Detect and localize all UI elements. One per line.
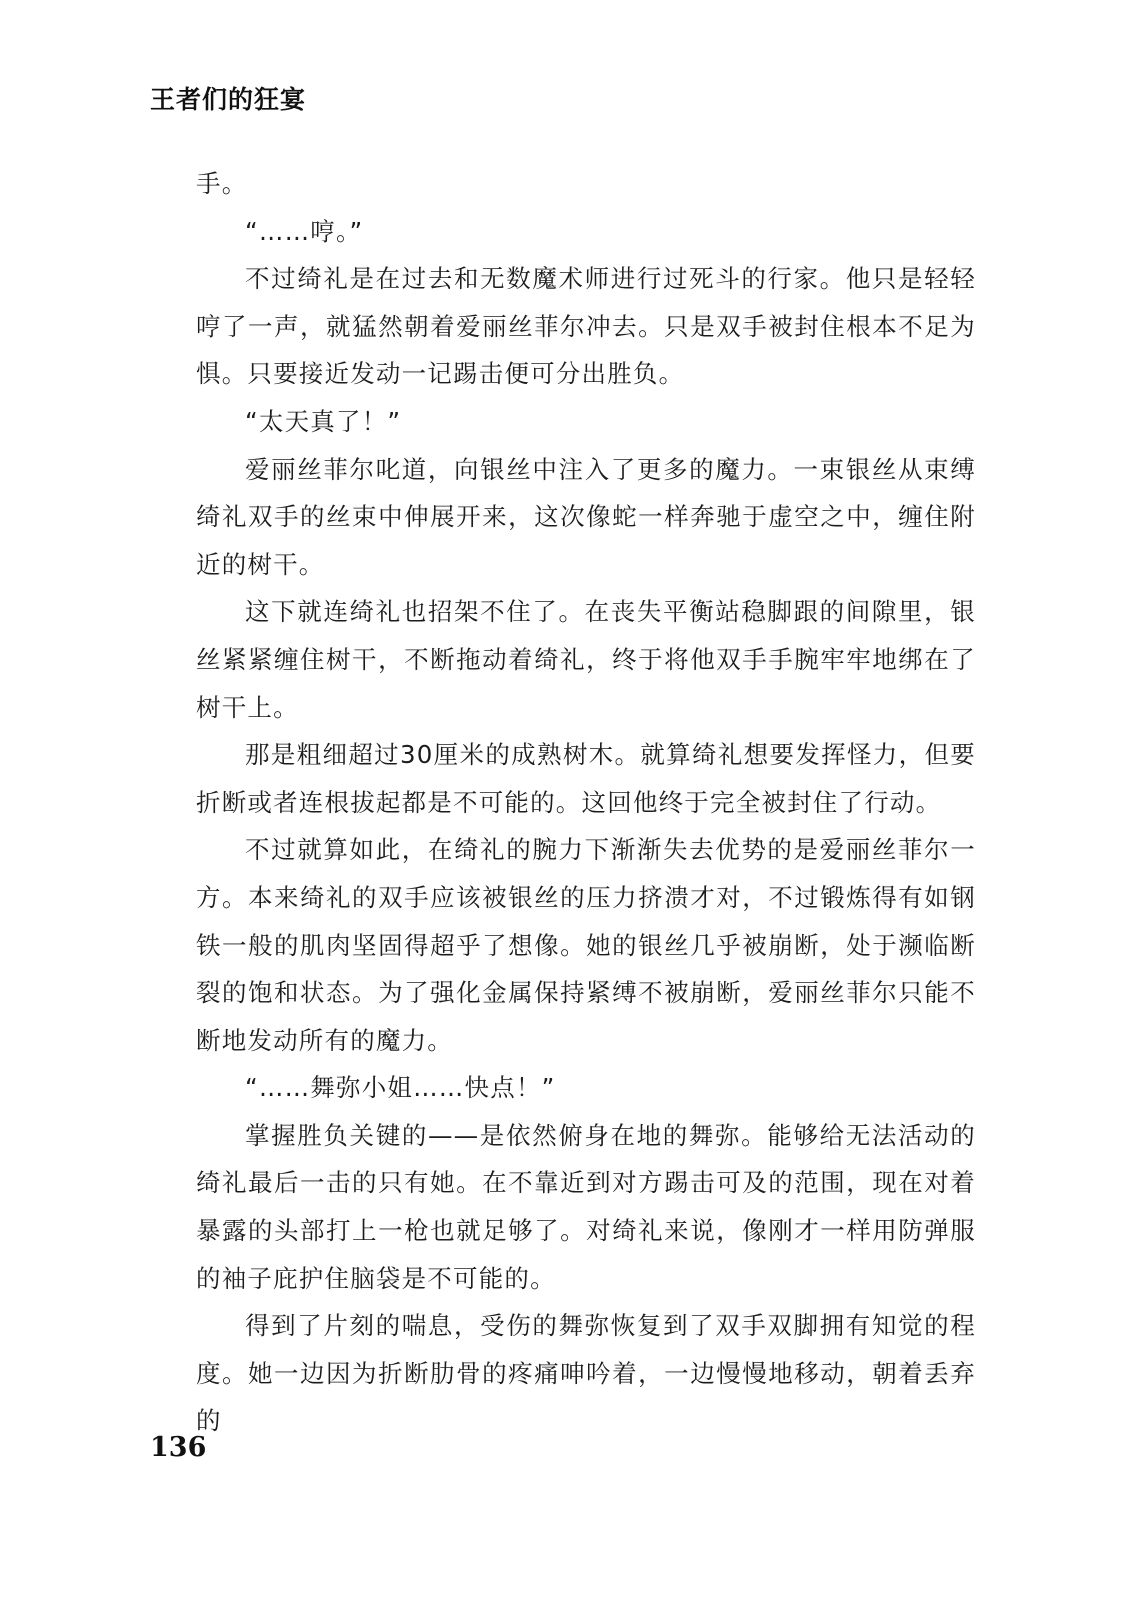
paragraph: 那是粗细超过30厘米的成熟树木。就算绮礼想要发挥怪力，但要折断或者连根拔起都是不可能的。这回他终于完全被封住了行动。	[196, 740, 976, 817]
paragraph: “太天真了！”	[245, 406, 402, 436]
paragraph: “……哼。”	[245, 216, 364, 246]
paragraph: 不过绮礼是在过去和无数魔术师进行过死斗的行家。他只是轻轻哼了一声，就猛然朝着爱丽丝菲尔冲去。只是双手被封住根本不足为惧。只要接近发动一记踢击便可分出胜负。	[196, 264, 976, 389]
page-number: 136	[150, 1432, 207, 1463]
paragraph: 得到了片刻的喘息，受伤的舞弥恢复到了双手双脚拥有知觉的程度。她一边因为折断肋骨的疼痛呻吟着，一边慢慢地移动，朝着丢弃的	[196, 1311, 976, 1436]
paragraph: 手。	[196, 169, 248, 198]
paragraph: 爱丽丝菲尔叱道，向银丝中注入了更多的魔力。一束银丝从束缚绮礼双手的丝束中伸展开来，这次像蛇一样奔驰于虚空之中，缠住附近的树干。	[196, 454, 976, 579]
paragraph: 掌握胜负关键的——是依然俯身在地的舞弥。能够给无法活动的绮礼最后一击的只有她。在不靠近到对方踢击可及的范围，现在对着暴露的头部打上一枪也就足够了。对绮礼来说，像刚才一样用防弹服的袖子庇护住脑袋是不可能的。	[196, 1120, 976, 1293]
paragraph: “……舞弥小姐……快点！”	[245, 1073, 556, 1103]
paragraph: 不过就算如此，在绮礼的腕力下渐渐失去优势的是爱丽丝菲尔一方。本来绮礼的双手应该被银丝的压力挤溃才对，不过锻炼得有如钢铁一般的肌肉坚固得超乎了想像。她的银丝几乎被崩断，处于濒临断裂的饱和状态。为了强化金属保持紧缚不被崩断，爱丽丝菲尔只能不断地发动所有的魔力。	[196, 835, 976, 1055]
paragraph: 这下就连绮礼也招架不住了。在丧失平衡站稳脚跟的间隙里，银丝紧紧缠住树干，不断拖动着绮礼，终于将他双手手腕牢牢地绑在了树干上。	[196, 597, 976, 722]
body-text	[196, 160, 976, 1445]
running-title: 王者们的狂宴	[150, 85, 307, 114]
